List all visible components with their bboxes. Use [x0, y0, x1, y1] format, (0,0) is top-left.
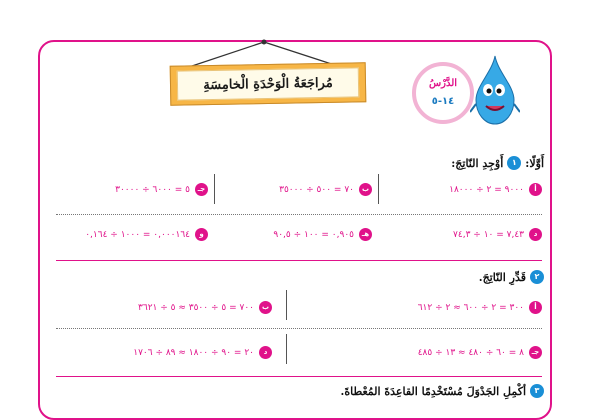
- column-divider: [286, 290, 287, 320]
- problem-expression: ٣٠٠ = ٢ ÷ ٦٠٠ ≈ ٢ ÷ ٦١٢: [417, 302, 524, 313]
- problem-1d: [453, 228, 542, 241]
- problem-1f: [85, 228, 208, 241]
- problem-expression: ٢٠ = ٩٠ ÷ ١٨٠٠ ≈ ٨٩ ÷ ١٧٠٦: [133, 347, 254, 358]
- problem-expression: ٧٠ = ٥٠٠ ÷ ٣٥٠٠٠: [279, 184, 354, 195]
- problem-2a: [418, 301, 542, 314]
- lesson-badge: [412, 62, 474, 124]
- problem-expression: ٠,٩٠٥ = ١٠٠ ÷ ٩٠,٥: [273, 229, 354, 240]
- section-1-title: [451, 156, 544, 170]
- water-drop-mascot-icon: [470, 54, 520, 128]
- letter-d-icon: د: [529, 228, 542, 241]
- letter-a-icon: أ: [529, 183, 542, 196]
- problem-2c: [418, 346, 542, 359]
- column-divider: [378, 174, 379, 204]
- problem-1e: [273, 228, 372, 241]
- column-divider: [286, 334, 287, 364]
- problem-expression: ٧٠٠ = ٥ ÷ ٣٥٠٠ ≈ ٥ ÷ ٣٦٢١: [138, 302, 254, 313]
- section-2-title: [479, 270, 544, 284]
- problem-expression: ٨ = ٦٠ ÷ ٤٨٠ ≈ ١٣ ÷ ٤٨٥: [417, 347, 524, 358]
- section-divider: [56, 260, 542, 261]
- letter-c-icon: جـ: [529, 346, 542, 359]
- letter-c-icon: جـ: [195, 183, 208, 196]
- problem-2d: [133, 346, 272, 359]
- section-1-number-icon: ١: [507, 156, 521, 170]
- column-divider: [214, 174, 215, 204]
- section-1-prefix: أَوَّلًا:: [525, 156, 544, 170]
- letter-b-icon: ب: [359, 183, 372, 196]
- letter-e-icon: هـ: [359, 228, 372, 241]
- row-divider: [56, 328, 542, 329]
- row-divider: [56, 214, 542, 215]
- problem-expression: ٠,٠٠٠١٦٤ = ١٠٠٠ ÷ ٠,١٦٤: [85, 229, 190, 240]
- section-divider: [56, 376, 542, 377]
- letter-f-icon: و: [195, 228, 208, 241]
- problem-expression: ٥ = ٦٠٠٠ ÷ ٣٠٠٠٠: [115, 184, 190, 195]
- problem-expression: ٩٠٠٠ = ٢ ÷ ١٨٠٠٠: [449, 184, 524, 195]
- letter-b-icon: ب: [259, 301, 272, 314]
- lesson-number: ١٤-٥: [431, 96, 455, 107]
- section-1-heading: أَوْجِدِ النّاتِجَ:: [451, 156, 504, 170]
- lesson-label: الدَّرْسُ: [428, 78, 458, 89]
- problem-1c: [115, 183, 208, 196]
- problem-1b: [279, 183, 372, 196]
- title-banner: [160, 36, 370, 116]
- section-2-heading: قَدِّرِ النّاتِجَ.: [478, 270, 526, 284]
- problem-1a: [449, 183, 542, 196]
- problem-2b: [138, 301, 272, 314]
- letter-d-icon: د: [259, 346, 272, 359]
- section-3-heading: أكْمِلِ الجَدْوَلَ مُسْتَخْدِمًا القاعِدَةَ المُعْطاةَ.: [340, 384, 526, 398]
- letter-a-icon: أ: [529, 301, 542, 314]
- page-title: مُراجَعَةُ الْوَحْدَةِ الْخامِسَةِ: [203, 75, 333, 93]
- problem-expression: ٧,٤٣ = ١٠ ÷ ٧٤,٣: [453, 229, 524, 240]
- section-3-number-icon: ٣: [530, 384, 544, 398]
- section-3-title: [341, 384, 545, 398]
- section-2-number-icon: ٢: [530, 270, 544, 284]
